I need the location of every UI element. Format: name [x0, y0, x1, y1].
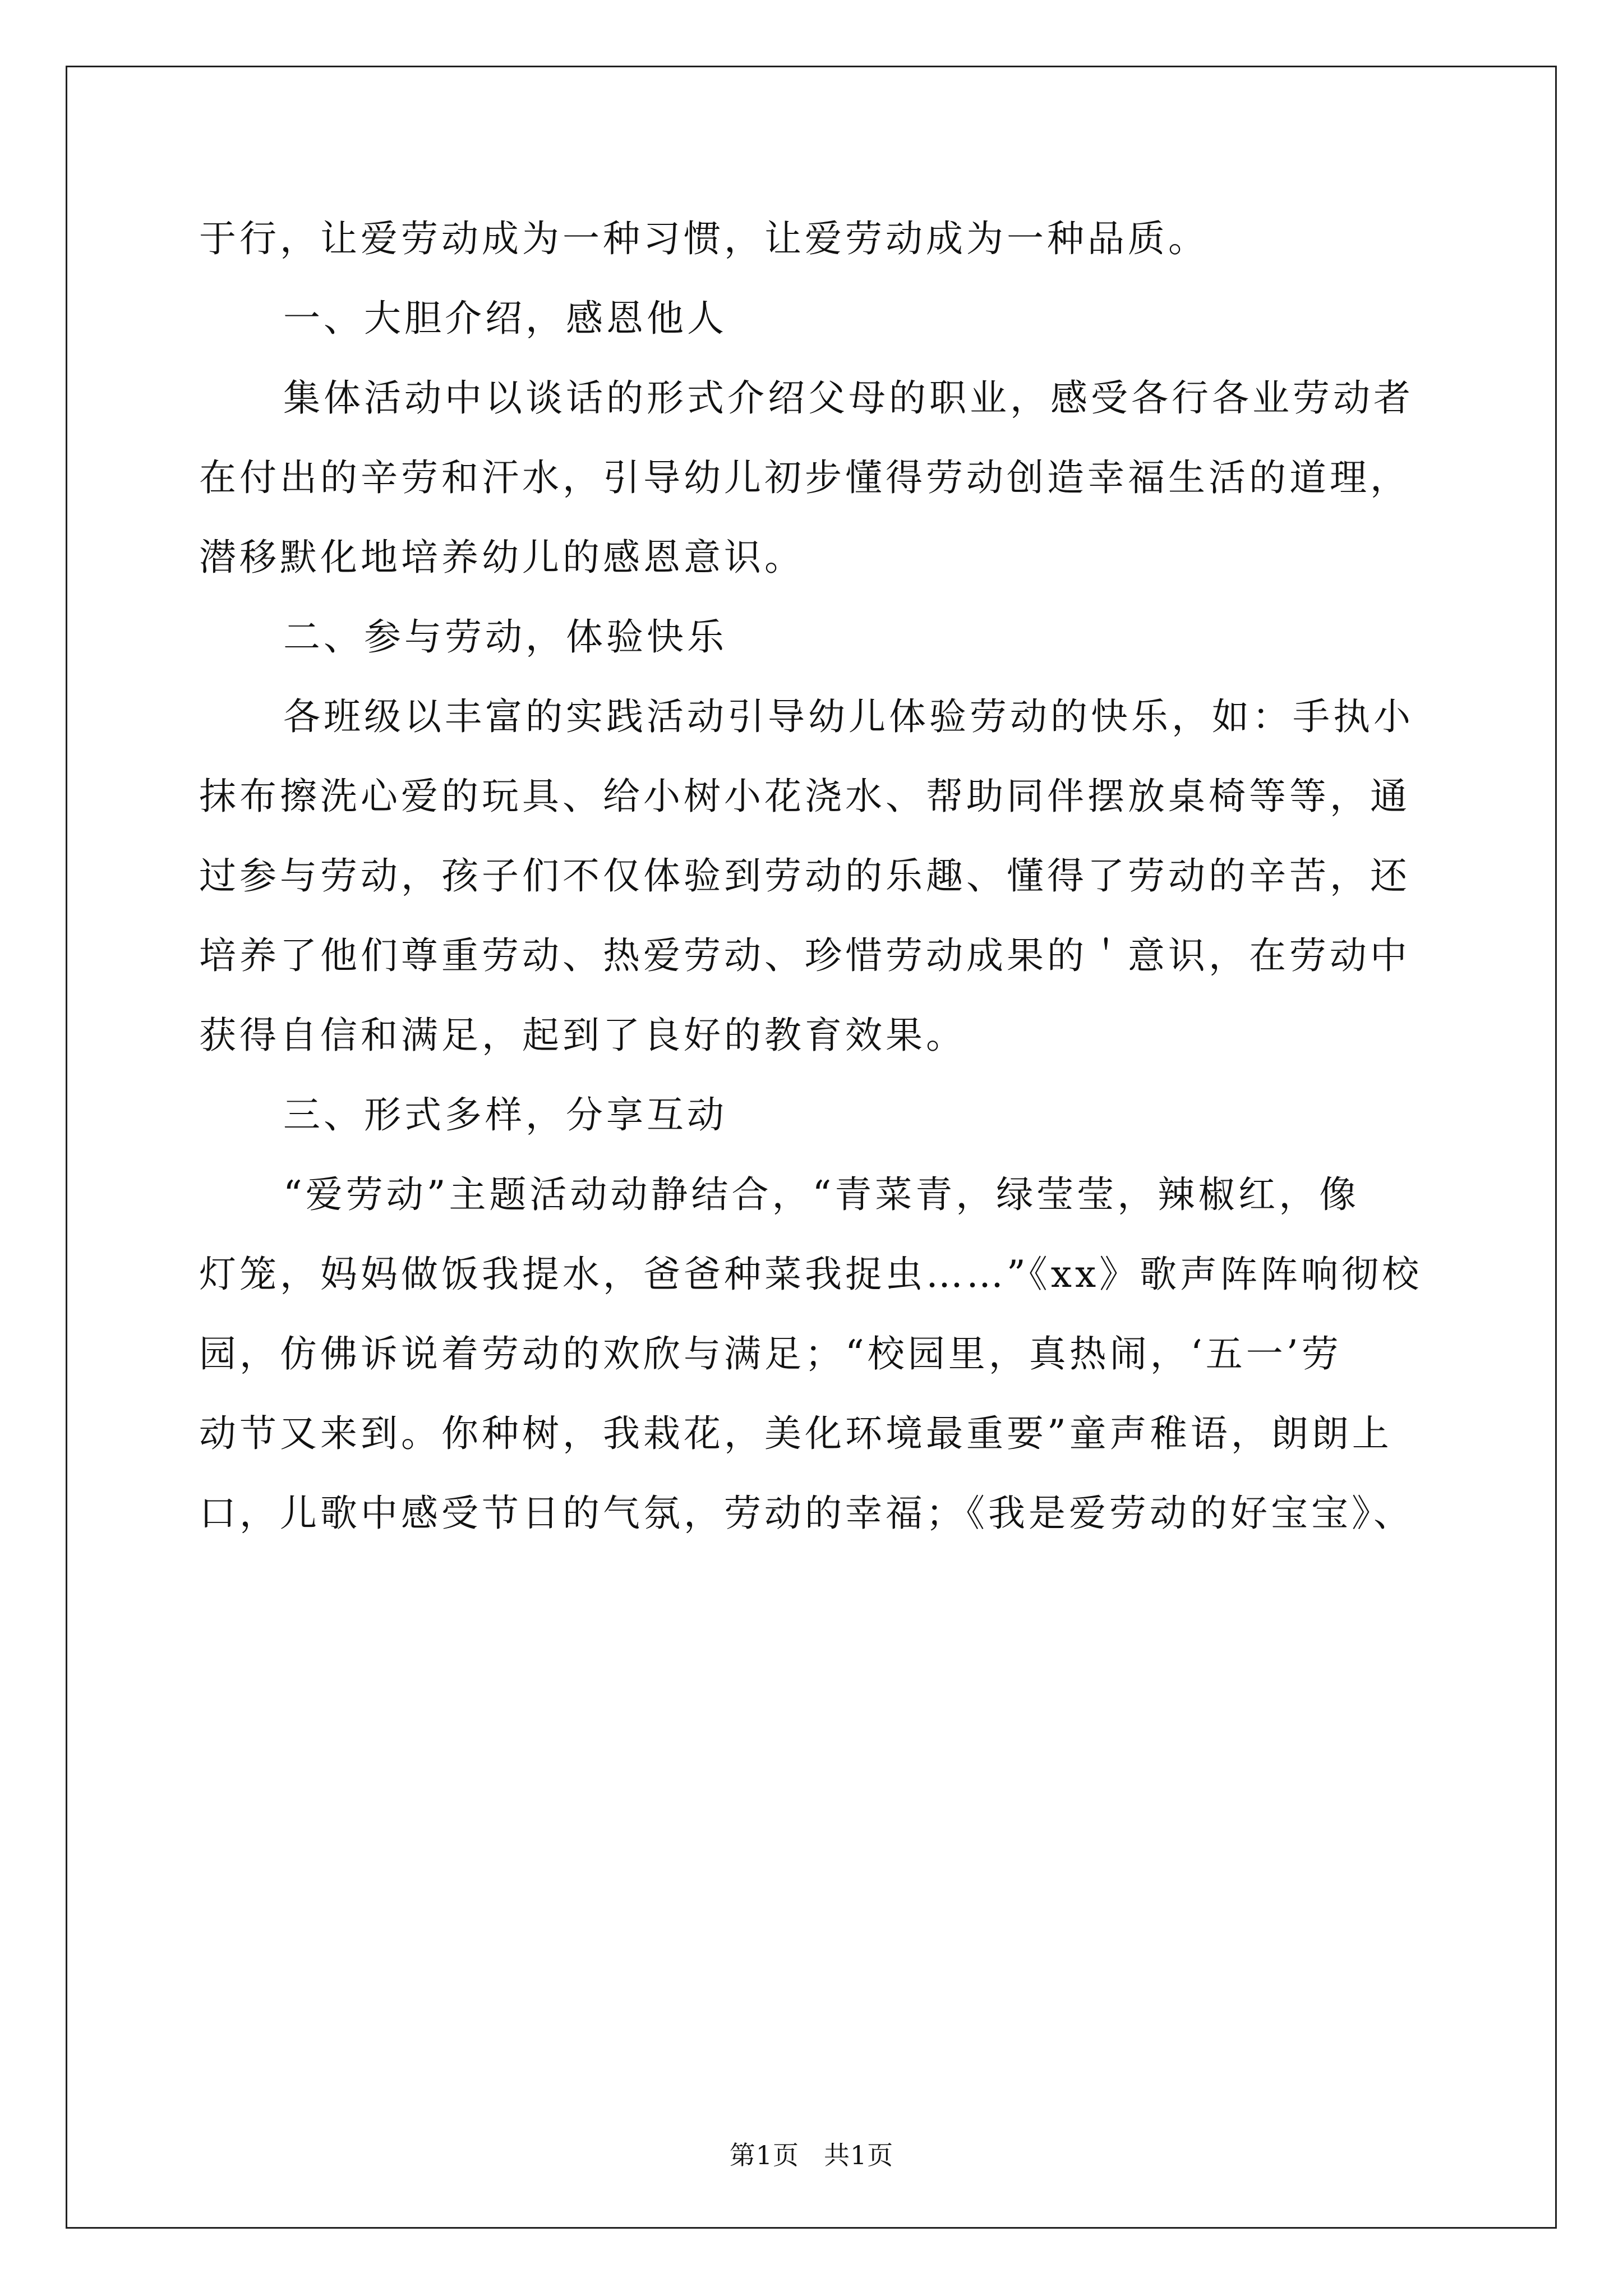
text-line: “爱劳动”主题活动动静结合，“青菜青，绿莹莹，辣椒红，像: [283, 1173, 1360, 1216]
page-footer: [0, 2135, 1623, 2172]
text-line: 三、形式多样，分享互动: [283, 1093, 727, 1137]
text-line: 在付出的辛劳和汗水，引导幼儿初步懂得劳动创造幸福生活的道理，: [199, 456, 1410, 499]
text-line: 口，儿歌中感受节日的气氛，劳动的幸福；《我是爱劳动的好宝宝》、: [199, 1492, 1414, 1535]
document-body: [199, 199, 1433, 1553]
text-line: 园，仿佛诉说着劳动的欢欣与满足；“校园里，真热闹，‘五一’劳: [199, 1332, 1342, 1375]
text-line: 一、大胆介绍，感恩他人: [283, 297, 727, 340]
text-line: 二、参与劳动，体验快乐: [283, 615, 727, 659]
page-total: 共1页: [824, 2140, 894, 2170]
text-line: 动节又来到。你种树，我栽花，美化环境最重要”童声稚语，朗朗上: [199, 1412, 1393, 1455]
text-line: 抹布擦洗心爱的玩具、给小树小花浇水、帮助同伴摆放桌椅等等，通: [199, 775, 1410, 818]
text-line: 获得自信和满足，起到了良好的教育效果。: [199, 1014, 966, 1057]
text-line: 各班级以丰富的实践活动引导幼儿体验劳动的快乐，如：手执小: [283, 695, 1414, 738]
text-line: 于行，让爱劳动成为一种习惯，让爱劳动成为一种品质。: [199, 217, 1209, 260]
page-number: 第1页: [729, 2140, 799, 2170]
text-line: 过参与劳动，孩子们不仅体验到劳动的乐趣、懂得了劳动的辛苦，还: [199, 854, 1410, 898]
text-line: 集体活动中以谈话的形式介绍父母的职业，感受各行各业劳动者: [283, 376, 1414, 420]
text-line: 培养了他们尊重劳动、热爱劳动、珍惜劳动成果的＇意识，在劳动中: [199, 934, 1410, 977]
text-line: 灯笼，妈妈做饭我提水，爸爸种菜我捉虫……”《xx》歌声阵阵响彻校: [199, 1253, 1423, 1296]
text-line: 潜移默化地培养幼儿的感恩意识。: [199, 536, 805, 579]
